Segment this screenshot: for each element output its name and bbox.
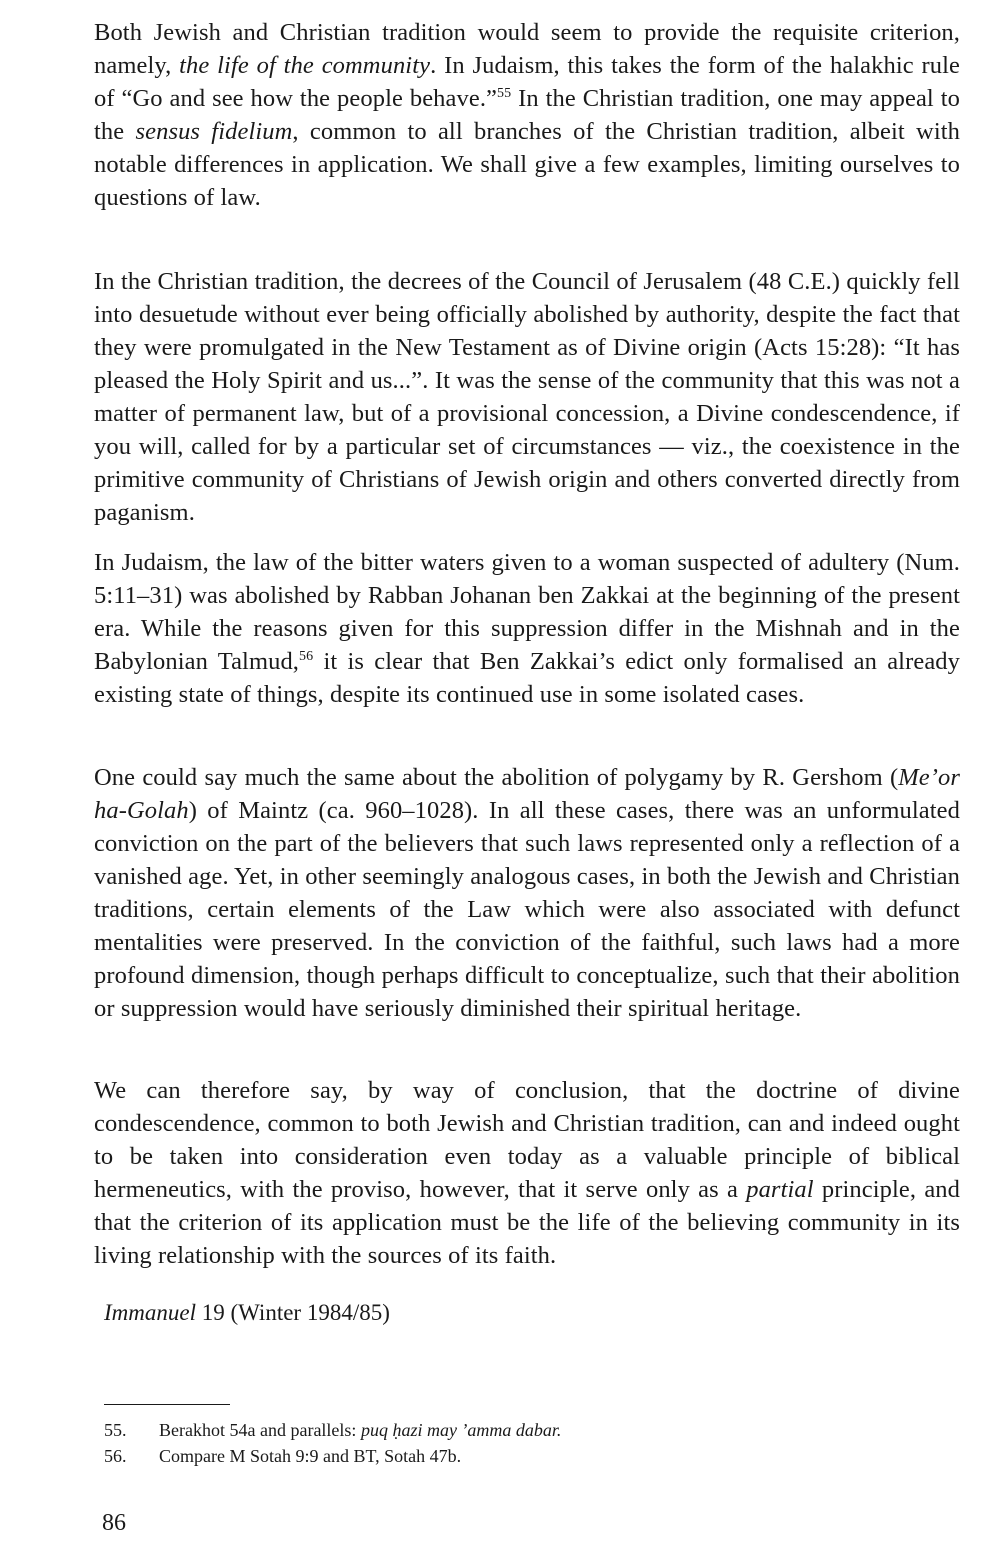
footnote-ref-55[interactable]: 55 <box>497 86 512 101</box>
footnote-number: 56. <box>104 1446 127 1466</box>
footnote-56 <box>104 1444 461 1468</box>
paragraph-3 <box>94 546 960 711</box>
p5-text-c: principle, and that the criterion of its application must be the life of the believing community in its living relationship with the sources of its faith. <box>94 1176 960 1269</box>
source-details: 19 (Winter 1984/85) <box>195 1300 390 1325</box>
paragraph-5 <box>94 1074 960 1272</box>
p4-italic-meor-ha-golah: Me’or ha-Golah <box>94 764 960 824</box>
footnote-text: Compare M Sotah 9:9 and BT, Sotah 47b. <box>159 1446 462 1466</box>
p3-text-a: In Judaism, the law of the bitter waters given to a woman suspected of adultery (Num. 5:11–31) was abolished by Rabban Johanan ben Zakkai at the beginning of the present era. While the reasons given for this suppression differ in the Mishnah and in the Babylonian Talmud, <box>94 549 960 675</box>
source-journal: Immanuel <box>104 1300 196 1325</box>
p1-italic-life-of-community: the life of the community <box>179 52 431 79</box>
footnote-55 <box>104 1418 561 1442</box>
footnote-divider <box>104 1404 230 1405</box>
p1-text-e: In the Christian tradition, one may appeal to the <box>94 85 960 145</box>
p1-text-a: Both Jewish and Christian tradition would seem to provide the requisite criterion, namely, <box>94 19 960 79</box>
p2-text: In the Christian tradition, the decrees of the Council of Jerusalem (48 C.E.) quickly fell into desuetude without ever being officially abolished by authority, despite the fact that they were promulgated in the New Testament as of Divine origin (Acts 15:28): “It has pleased the Holy Spirit and us...”. It was the sense of the community that this was not a matter of permanent law, but of a provisional concession, a Divine condescendence, if you will, called for by a particular set of circumstances — viz., the coexistence in the primitive community of Christians of Jewish origin and others converted directly from paganism. <box>94 268 960 526</box>
p1-italic-sensus-fidelium: sensus fidelium <box>135 118 293 145</box>
source-citation <box>104 1298 390 1328</box>
p4-text-a: One could say much the same about the abolition of polygamy by R. Gershom ( <box>94 764 899 791</box>
p4-text-c: ) of Maintz (ca. 960–1028). In all these cases, there was an unformulated conviction on the part of the believers that such laws represented only a reflection of a vanished age. Yet, in other seemingly analogous cases, in both the Jewish and Christian traditions, certain elements of the Law which were also associated with defunct mentalities were preserved. In the conviction of the faithful, such laws had a more profound dimension, though perhaps difficult to conceptualize, such that their abolition or suppression would have seriously diminished their spiritual heritage. <box>94 797 960 1022</box>
p5-italic-partial: partial <box>746 1176 814 1203</box>
p1-text-g: , common to all branches of the Christian tradition, albeit with notable differences in application. We shall give a few examples, limiting ourselves to questions of law. <box>94 118 960 211</box>
paragraph-2 <box>94 265 960 529</box>
footnote-ref-56[interactable]: 56 <box>299 649 314 664</box>
paragraph-1 <box>94 16 960 214</box>
p5-text-a: We can therefore say, by way of conclusion, that the doctrine of divine condescendence, common to both Jewish and Christian tradition, can and indeed ought to be taken into consideration even today as a valuable principle of biblical hermeneutics, with the proviso, however, that it serve only as a <box>94 1077 960 1203</box>
paragraph-4 <box>94 761 960 1025</box>
footnote-text: Berakhot 54a and parallels: <box>159 1420 361 1440</box>
page-number: 86 <box>102 1510 126 1536</box>
footnote-italic: puq ḥazi may ’amma dabar. <box>360 1420 562 1440</box>
p3-text-c: it is clear that Ben Zakkai’s edict only formalised an already existing state of things, despite its continued use in some isolated cases. <box>94 648 961 708</box>
footnote-number: 55. <box>104 1420 127 1440</box>
p1-text-c: . In Judaism, this takes the form of the halakhic rule of “Go and see how the people behave.” <box>94 52 961 112</box>
